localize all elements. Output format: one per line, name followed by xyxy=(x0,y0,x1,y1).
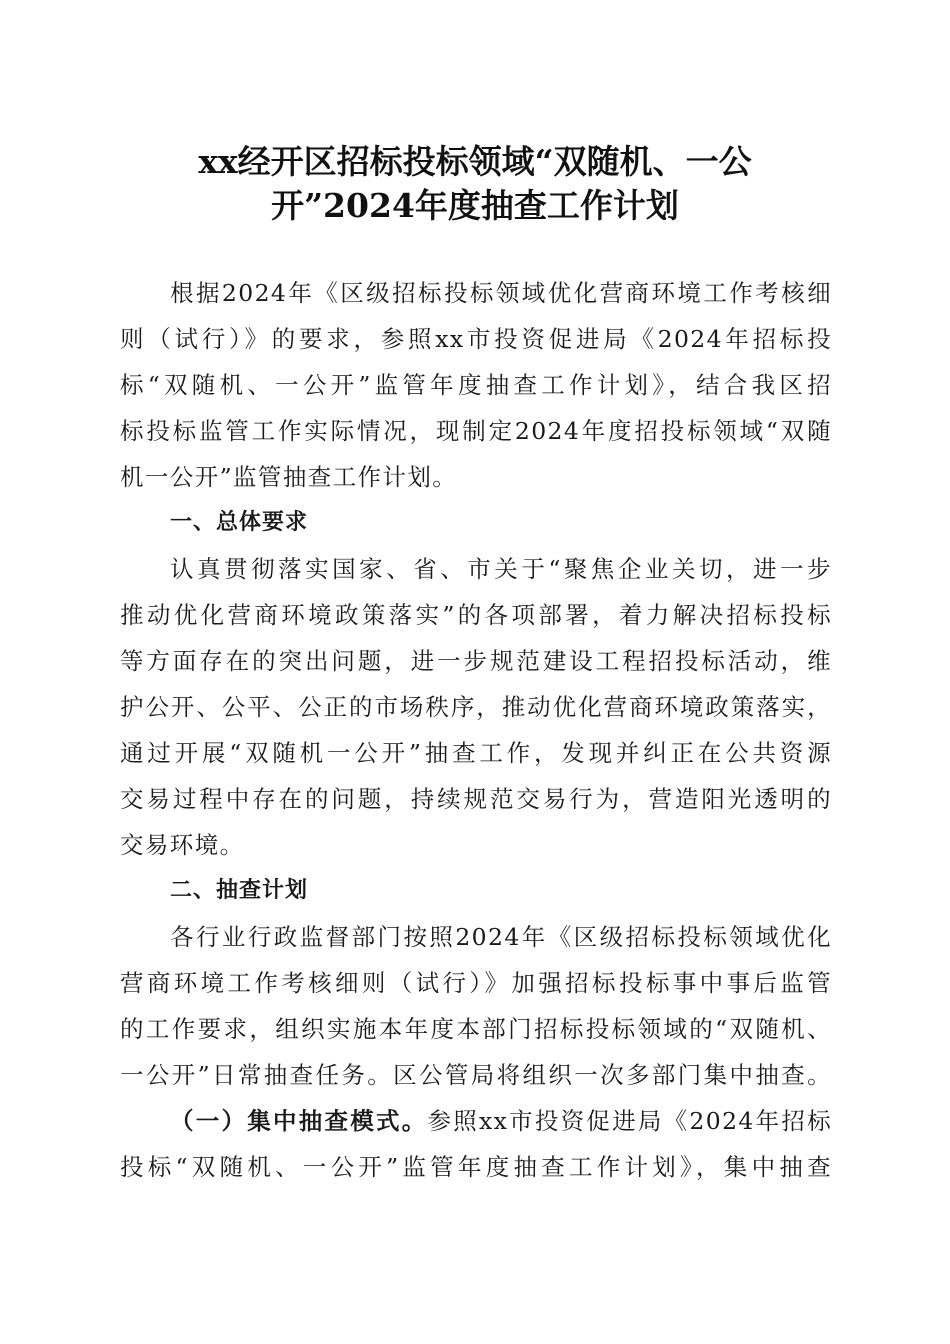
paragraph-line: 标投标监管工作实际情况，现制定2024年度招投标领域“双随 xyxy=(120,417,832,445)
sub-heading-centralized-mode: （一）集中抽查模式。 xyxy=(170,1107,428,1135)
paragraph-line: 护公开、公平、公正的市场秩序，推动优化营商环境政策落实， xyxy=(120,693,832,721)
paragraph-line xyxy=(120,1098,832,1144)
paragraph-line: 一公开”日常抽查任务。区公管局将组织一次多部门集中抽查。 xyxy=(120,1061,832,1089)
section-heading-inspection-plan: 二、抽查计划 xyxy=(170,878,309,903)
paragraph-basis xyxy=(120,270,832,500)
document-body xyxy=(120,270,832,1190)
paragraph-line: 等方面存在的突出问题，进一步规范建设工程招投标活动，维 xyxy=(120,647,832,675)
paragraph-line: 标“双随机、一公开”监管年度抽查工作计划》，结合我区招 xyxy=(120,371,832,399)
paragraph-centralized-mode xyxy=(120,1098,832,1190)
paragraph-line: 认真贯彻落实国家、省、市关于“聚焦企业关切，进一步 xyxy=(170,555,832,583)
title-line-2: 开”2024年度抽查工作计划 xyxy=(271,186,679,225)
paragraph-line: 则（试行）》的要求，参照xx市投资促进局《2024年招标投 xyxy=(120,325,832,353)
paragraph-general-requirements xyxy=(120,546,832,868)
paragraph-line: 交易过程中存在的问题，持续规范交易行为，营造阳光透明的 xyxy=(120,785,832,813)
paragraph-inspection-plan xyxy=(120,914,832,1098)
paragraph-text: 参照xx市投资促进局《2024年招标 xyxy=(427,1107,833,1135)
paragraph-line: 通过开展“双随机一公开”抽查工作，发现并纠正在公共资源 xyxy=(120,739,832,767)
document-title xyxy=(120,140,830,228)
paragraph-line: 的工作要求，组织实施本年度本部门招标投标领域的“双随机、 xyxy=(120,1015,832,1043)
title-line-1: xx经开区招标投标领域“双随机、一公 xyxy=(198,142,752,181)
paragraph-line: 投标“双随机、一公开”监管年度抽查工作计划》，集中抽查 xyxy=(120,1153,832,1181)
paragraph-line: 推动优化营商环境政策落实”的各项部署，着力解决招标投标 xyxy=(120,601,832,629)
paragraph-line: 各行业行政监督部门按照2024年《区级招标投标领域优化 xyxy=(170,923,832,951)
section-heading-general-requirements: 一、总体要求 xyxy=(170,510,309,535)
paragraph-line: 机一公开”监管抽查工作计划。 xyxy=(120,463,458,491)
paragraph-line: 交易环境。 xyxy=(120,831,245,859)
paragraph-line: 根据2024年《区级招标投标领域优化营商环境工作考核细 xyxy=(170,279,832,307)
paragraph-line: 营商环境工作考核细则（试行）》加强招标投标事中事后监管 xyxy=(120,969,832,997)
